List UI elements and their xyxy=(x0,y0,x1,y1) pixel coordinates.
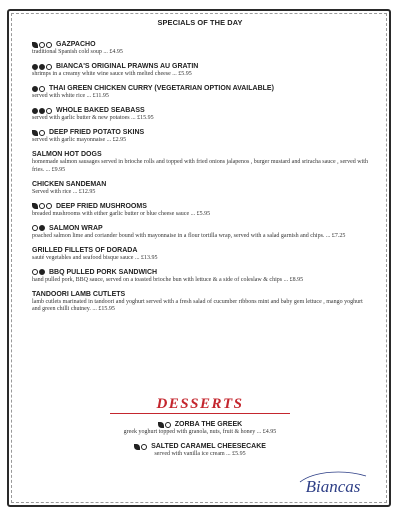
menu-item-title-row xyxy=(32,40,368,49)
menu-item-title: WHOLE BAKED SEABASS xyxy=(56,107,145,114)
menu-item-description: greek yoghurt topped with granola, nuts, fruit & honey ... £4.95 xyxy=(123,429,277,435)
menu-item-description: sauté vegetables and seafood bisque sauce ... £13.95 xyxy=(32,254,158,261)
menu-item-title-row xyxy=(32,150,368,159)
leaf-icon xyxy=(32,42,38,48)
gluten-free-icon xyxy=(46,203,52,209)
menu-item-description: breaded mushrooms with either garlic butter or blue cheese sauce ... £5.95 xyxy=(32,210,211,217)
dietary-icons xyxy=(32,64,52,70)
menu-item-description: served with garlic mayonnaise ... £2.95 xyxy=(32,137,127,143)
menu-item xyxy=(32,180,368,197)
menu-item xyxy=(32,62,368,79)
menu-item-title: CHICKEN SANDEMAN xyxy=(32,180,107,188)
restaurant-logo xyxy=(292,466,374,500)
menu-item xyxy=(60,442,340,459)
menu-item-description: hand pulled pork, BBQ sauce, served on a toasted brioche bun with lettuce & a side of coleslaw & chips ... £8.95 xyxy=(32,276,304,283)
menu-item xyxy=(32,246,368,263)
allergen-icon xyxy=(39,108,45,114)
menu-item-title-row xyxy=(32,290,368,299)
dietary-icons xyxy=(158,422,171,428)
menu-item-title: GRILLED FILLETS OF DORADA xyxy=(32,246,138,254)
gluten-free-icon xyxy=(46,64,52,70)
dietary-icons xyxy=(134,444,147,450)
vegetarian-icon xyxy=(165,422,171,428)
desserts-divider xyxy=(110,413,290,414)
menu-item-description: lamb cutlets marinated in tandoori and yoghurt served with a fresh salad of cucumber ribbons mint and baby gem lettuce , mango yoghurt and green chilli chutney. ... £15.95 xyxy=(32,298,363,312)
menu-item-title-row xyxy=(32,62,368,71)
gluten-free-icon xyxy=(39,86,45,92)
menu-item xyxy=(32,202,368,219)
allergen-icon xyxy=(32,86,38,92)
menu-item xyxy=(32,224,368,241)
leaf-icon xyxy=(134,444,140,450)
leaf-icon xyxy=(32,203,38,209)
menu-item-description: Served with rice ... £12.95 xyxy=(32,188,96,195)
allergen-icon xyxy=(39,269,45,275)
menu-item-title-row xyxy=(32,268,368,277)
menu-item-description: served with garlic butter & new potatoes ... £15.95 xyxy=(32,115,154,121)
menu-item-title-row xyxy=(32,128,368,137)
vegetarian-icon xyxy=(39,42,45,48)
vegetarian-icon xyxy=(39,130,45,136)
allergen-icon xyxy=(39,225,45,231)
menu-item-title: TANDOORI LAMB CUTLETS xyxy=(32,290,126,298)
desserts-list xyxy=(60,420,340,464)
menu-item-title-row xyxy=(60,442,340,451)
menu-item-title-row xyxy=(32,180,368,189)
menu-item-title: SALMON WRAP xyxy=(49,224,103,232)
menu-item xyxy=(32,84,368,101)
page-title: SPECIALS OF THE DAY xyxy=(157,18,243,27)
menu-item-description: shrimps in a creamy white wine sauce with melted cheese ... £5.95 xyxy=(32,71,192,77)
menu-item-description: served with vanilla ice cream ... £5.95 xyxy=(154,451,246,457)
vegetarian-icon xyxy=(141,444,147,450)
menu-item-title: THAI GREEN CHICKEN CURRY (VEGETARIAN OPTION AVAILABLE) xyxy=(49,85,274,92)
dietary-icons xyxy=(32,130,45,136)
menu-item xyxy=(32,268,368,285)
menu-item-title-row xyxy=(32,84,368,93)
menu-item-description: traditional Spanish cold soup ... £4.95 xyxy=(32,49,123,55)
menu-item-title: BBQ PULLED PORK SANDWICH xyxy=(49,268,158,276)
menu-item-description: homemade salmon sausages served in brioche rolls and topped with fried onions jalapenos , burger mustard and sriracha sauce , served with fries. ... £9.95 xyxy=(32,159,368,173)
dietary-icons xyxy=(32,203,52,209)
allergen-icon xyxy=(32,108,38,114)
menu-item-title: GAZPACHO xyxy=(56,41,96,48)
menu-item-description: poached salmon lime and coriander bound with mayonnaise in a flour tortilla wrap, served with a salad garnish and chips. ... £7.25 xyxy=(32,232,346,239)
menu-item-title: SALMON HOT DOGS xyxy=(32,151,102,158)
menu-item xyxy=(32,290,368,314)
menu-item-title-row xyxy=(32,246,368,255)
dietary-icons xyxy=(32,42,52,48)
menu-item xyxy=(32,150,368,174)
menu-item xyxy=(32,128,368,145)
menu-item xyxy=(32,40,368,57)
menu-item xyxy=(60,420,340,437)
gluten-free-icon xyxy=(32,269,38,275)
menu-item-title-row xyxy=(60,420,340,429)
dietary-icons xyxy=(32,269,45,275)
menu-item-title-row xyxy=(32,202,368,211)
menu-item-title-row xyxy=(32,224,368,233)
allergen-icon xyxy=(32,64,38,70)
menu-item-description: served with white rice ... £11.95 xyxy=(32,93,109,99)
menu-item-title: SALTED CARAMEL CHEESECAKE xyxy=(151,443,266,450)
gluten-free-icon xyxy=(32,225,38,231)
gluten-free-icon xyxy=(46,42,52,48)
vegetarian-icon xyxy=(39,203,45,209)
dietary-icons xyxy=(32,86,45,92)
menu-item-title: ZORBA THE GREEK xyxy=(174,421,243,428)
menu-item-title-row xyxy=(32,106,368,115)
allergen-icon xyxy=(39,64,45,70)
gluten-free-icon xyxy=(46,108,52,114)
leaf-icon xyxy=(32,130,38,136)
logo-text: Biancas xyxy=(305,477,361,496)
dietary-icons xyxy=(32,225,45,231)
leaf-icon xyxy=(158,422,164,428)
dietary-icons xyxy=(32,108,52,114)
menu-item xyxy=(32,106,368,123)
desserts-title: DESSERTS xyxy=(156,396,244,412)
menu-item-title: DEEP FRIED POTATO SKINS xyxy=(49,129,145,136)
specials-list xyxy=(32,40,368,319)
logo-swash-icon xyxy=(296,468,370,486)
menu-item-title: DEEP FRIED MUSHROOMS xyxy=(56,202,147,210)
menu-item-title: BIANCA'S ORIGINAL PRAWNS AU GRATIN xyxy=(56,63,199,70)
